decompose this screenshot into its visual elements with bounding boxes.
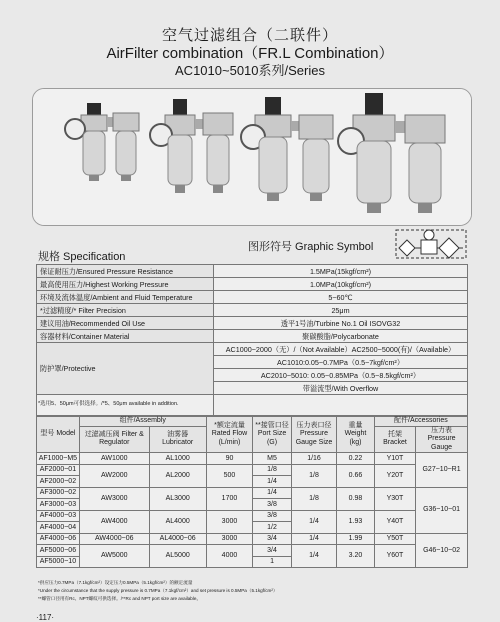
spec-value: 25μm bbox=[214, 304, 468, 317]
weight-cell: 0.66 bbox=[337, 464, 375, 487]
flow-cell: 90 bbox=[206, 453, 253, 465]
spec-row bbox=[37, 304, 468, 317]
bracket-cell: Y60T bbox=[374, 545, 415, 568]
model-cell: AF3000~03 bbox=[37, 499, 80, 511]
port-cell: 3/8 bbox=[253, 499, 292, 511]
weight-cell: 1.99 bbox=[337, 533, 375, 545]
flow-cell: 1700 bbox=[206, 487, 253, 510]
weight-cell: 1.93 bbox=[337, 510, 375, 533]
model-cell: AF5000~10 bbox=[37, 556, 80, 568]
model-cell: AF2000~02 bbox=[37, 476, 80, 488]
port-cell: 1/2 bbox=[253, 522, 292, 534]
model-cell: AF2000~01 bbox=[37, 464, 80, 476]
flow-cell: 3000 bbox=[206, 510, 253, 533]
lubricator-cell: AL3000 bbox=[149, 487, 206, 510]
gauge-size-cell: 1/8 bbox=[291, 487, 336, 510]
product-photo-illustration bbox=[33, 89, 471, 225]
footnote: *供应压力0.7MPa（7.1kgf/cm²）设定压力0.5MPa（5.1kgf/cm²）的额定流量 bbox=[38, 580, 193, 585]
model-cell: AF4000~04 bbox=[37, 522, 80, 534]
spec-label: 最高使用压力/Highest Working Pressure bbox=[37, 278, 214, 291]
model-cell: AF1000~M5 bbox=[37, 453, 80, 465]
table-row bbox=[37, 464, 468, 476]
pressure-gauge-cell: G46~10~02 bbox=[416, 533, 468, 568]
spec-row bbox=[37, 291, 468, 304]
lubricator-cell: AL4000 bbox=[149, 510, 206, 533]
header-port-size: **接管口径 Port Size (G) bbox=[253, 417, 292, 453]
port-cell: 1/4 bbox=[253, 487, 292, 499]
model-cell: AF5000~06 bbox=[37, 545, 80, 557]
header-weight: 重量 Weight (kg) bbox=[337, 417, 375, 453]
header-lubricator: 油雾器 Lubricator bbox=[149, 426, 206, 453]
bracket-cell: Y30T bbox=[374, 487, 415, 510]
lubricator-cell: AL2000 bbox=[149, 464, 206, 487]
model-cell: AF4000~03 bbox=[37, 510, 80, 522]
lubricator-cell: AL4000~06 bbox=[149, 533, 206, 545]
spec-value: 透平1号油/Turbine No.1 Oil ISOVG32 bbox=[214, 317, 468, 330]
filter-cell: AW1000 bbox=[79, 453, 149, 465]
bracket-cell: Y10T bbox=[374, 453, 415, 465]
port-cell: 1/4 bbox=[253, 476, 292, 488]
table-row bbox=[37, 510, 468, 522]
spec-value: 带溢流型/With Overflow bbox=[214, 382, 468, 395]
port-cell: 3/4 bbox=[253, 533, 292, 545]
header-bracket: 托架 Bracket bbox=[374, 426, 415, 453]
gauge-size-cell: 1/4 bbox=[291, 545, 336, 568]
gauge-size-cell: 1/4 bbox=[291, 533, 336, 545]
port-cell: 3/4 bbox=[253, 545, 292, 557]
title-chinese: 空气过滤组合（二联件） bbox=[161, 27, 338, 44]
lubricator-cell: AL1000 bbox=[149, 453, 206, 465]
spec-row bbox=[37, 265, 468, 278]
filter-cell: AW3000 bbox=[79, 487, 149, 510]
spec-label: 防护罩/Protective bbox=[37, 343, 214, 395]
gauge-size-cell: 1/8 bbox=[291, 464, 336, 487]
spec-label: 保证耐压力/Ensured Pressure Resistance bbox=[37, 265, 214, 278]
flow-cell: 3000 bbox=[206, 533, 253, 545]
spec-value: 5~60℃ bbox=[214, 291, 468, 304]
spec-label: *过滤精度/* Filter Precision bbox=[37, 304, 214, 317]
spec-value: 1.0MPa(10kgf/cm²) bbox=[214, 278, 468, 291]
spec-row bbox=[37, 317, 468, 330]
footnote: **螺管口径用有Rc、NPT螺纹可供选择。/**Rc and NPT port size are available。 bbox=[38, 596, 202, 601]
lubricator-cell: AL5000 bbox=[149, 545, 206, 568]
weight-cell: 0.98 bbox=[337, 487, 375, 510]
spec-value: 1.5MPa(15kgf/cm²) bbox=[214, 265, 468, 278]
spec-value: AC2010~5010: 0.05~0.85MPa（0.5~8.5kgf/cm²） bbox=[214, 369, 468, 382]
title-english: AirFilter combination（FR.L Combination） bbox=[106, 45, 394, 62]
weight-cell: 0.22 bbox=[337, 453, 375, 465]
spec-row bbox=[37, 330, 468, 343]
bracket-cell: Y20T bbox=[374, 464, 415, 487]
filter-cell: AW2000 bbox=[79, 464, 149, 487]
spec-value: 聚碳酸脂/Polycarbonate bbox=[214, 330, 468, 343]
spec-row bbox=[37, 278, 468, 291]
bracket-cell: Y50T bbox=[374, 533, 415, 545]
table-row bbox=[37, 545, 468, 557]
header-assembly: 组件/Assembly bbox=[79, 417, 206, 427]
port-cell: 3/8 bbox=[253, 510, 292, 522]
model-table bbox=[36, 416, 468, 568]
port-cell: 1/8 bbox=[253, 464, 292, 476]
filter-cell: AW4000~06 bbox=[79, 533, 149, 545]
specification-table bbox=[36, 264, 468, 416]
port-cell: 1 bbox=[253, 556, 292, 568]
header-rated-flow: *额定流量 Rated Flow (L/min) bbox=[206, 417, 253, 453]
graphic-symbol-heading: 图形符号 Graphic Symbol bbox=[248, 241, 374, 253]
header-pressure-gauge: 压力表 Pressure Gauge bbox=[416, 426, 468, 453]
product-photo bbox=[32, 88, 472, 226]
spec-value bbox=[214, 395, 468, 416]
table-row bbox=[37, 533, 468, 545]
gauge-size-cell: 1/4 bbox=[291, 510, 336, 533]
gauge-size-cell: 1/16 bbox=[291, 453, 336, 465]
specification-heading: 规格 Specification bbox=[38, 251, 126, 263]
table-row bbox=[37, 487, 468, 499]
footnote: *Under the circumstance that the supply pressure is 0.7MPa（7.1kgf/cm²）and set pressure is 0.5MPa（5.1kgf/cm²） bbox=[38, 588, 278, 593]
model-cell: AF4000~06 bbox=[37, 533, 80, 545]
model-cell: AF3000~02 bbox=[37, 487, 80, 499]
spec-row bbox=[37, 343, 468, 356]
weight-cell: 3.20 bbox=[337, 545, 375, 568]
flow-cell: 4000 bbox=[206, 545, 253, 568]
port-cell: M5 bbox=[253, 453, 292, 465]
spec-label: 建议用油/Recommended Oil Use bbox=[37, 317, 214, 330]
bracket-cell: Y40T bbox=[374, 510, 415, 533]
table-row bbox=[37, 453, 468, 465]
filter-cell: AW4000 bbox=[79, 510, 149, 533]
spec-label: 容器材料/Container Material bbox=[37, 330, 214, 343]
header-gauge-size: 压力表口径 Pressure Gauge Size bbox=[291, 417, 336, 453]
pressure-gauge-cell: G36~10~01 bbox=[416, 487, 468, 533]
page-number: ·117· bbox=[36, 613, 55, 622]
header-model: 型号 Model bbox=[37, 417, 80, 453]
series-subtitle: AC1010~5010系列/Series bbox=[175, 63, 325, 78]
pneumatic-symbol-icon bbox=[395, 226, 467, 262]
spec-value: AC1000~2000（无）/（Not Available）AC2500~5000(有)/（Available） bbox=[214, 343, 468, 356]
filter-cell: AW5000 bbox=[79, 545, 149, 568]
flow-cell: 500 bbox=[206, 464, 253, 487]
header-filter-regulator: 过滤减压阀 Filter & Regulator bbox=[79, 426, 149, 453]
spec-label: 环境及流体温度/Ambient and Fluid Temperature bbox=[37, 291, 214, 304]
spec-value: AC1010:0.05~0.7MPa（0.5~7kgf/cm²） bbox=[214, 356, 468, 369]
header-accessories: 配件/Accessories bbox=[374, 417, 467, 427]
pressure-gauge-cell: G27~10~R1 bbox=[416, 453, 468, 488]
filter-note: *选用5、50μm可供选择。/*5、50μm available in addition. bbox=[38, 401, 179, 407]
